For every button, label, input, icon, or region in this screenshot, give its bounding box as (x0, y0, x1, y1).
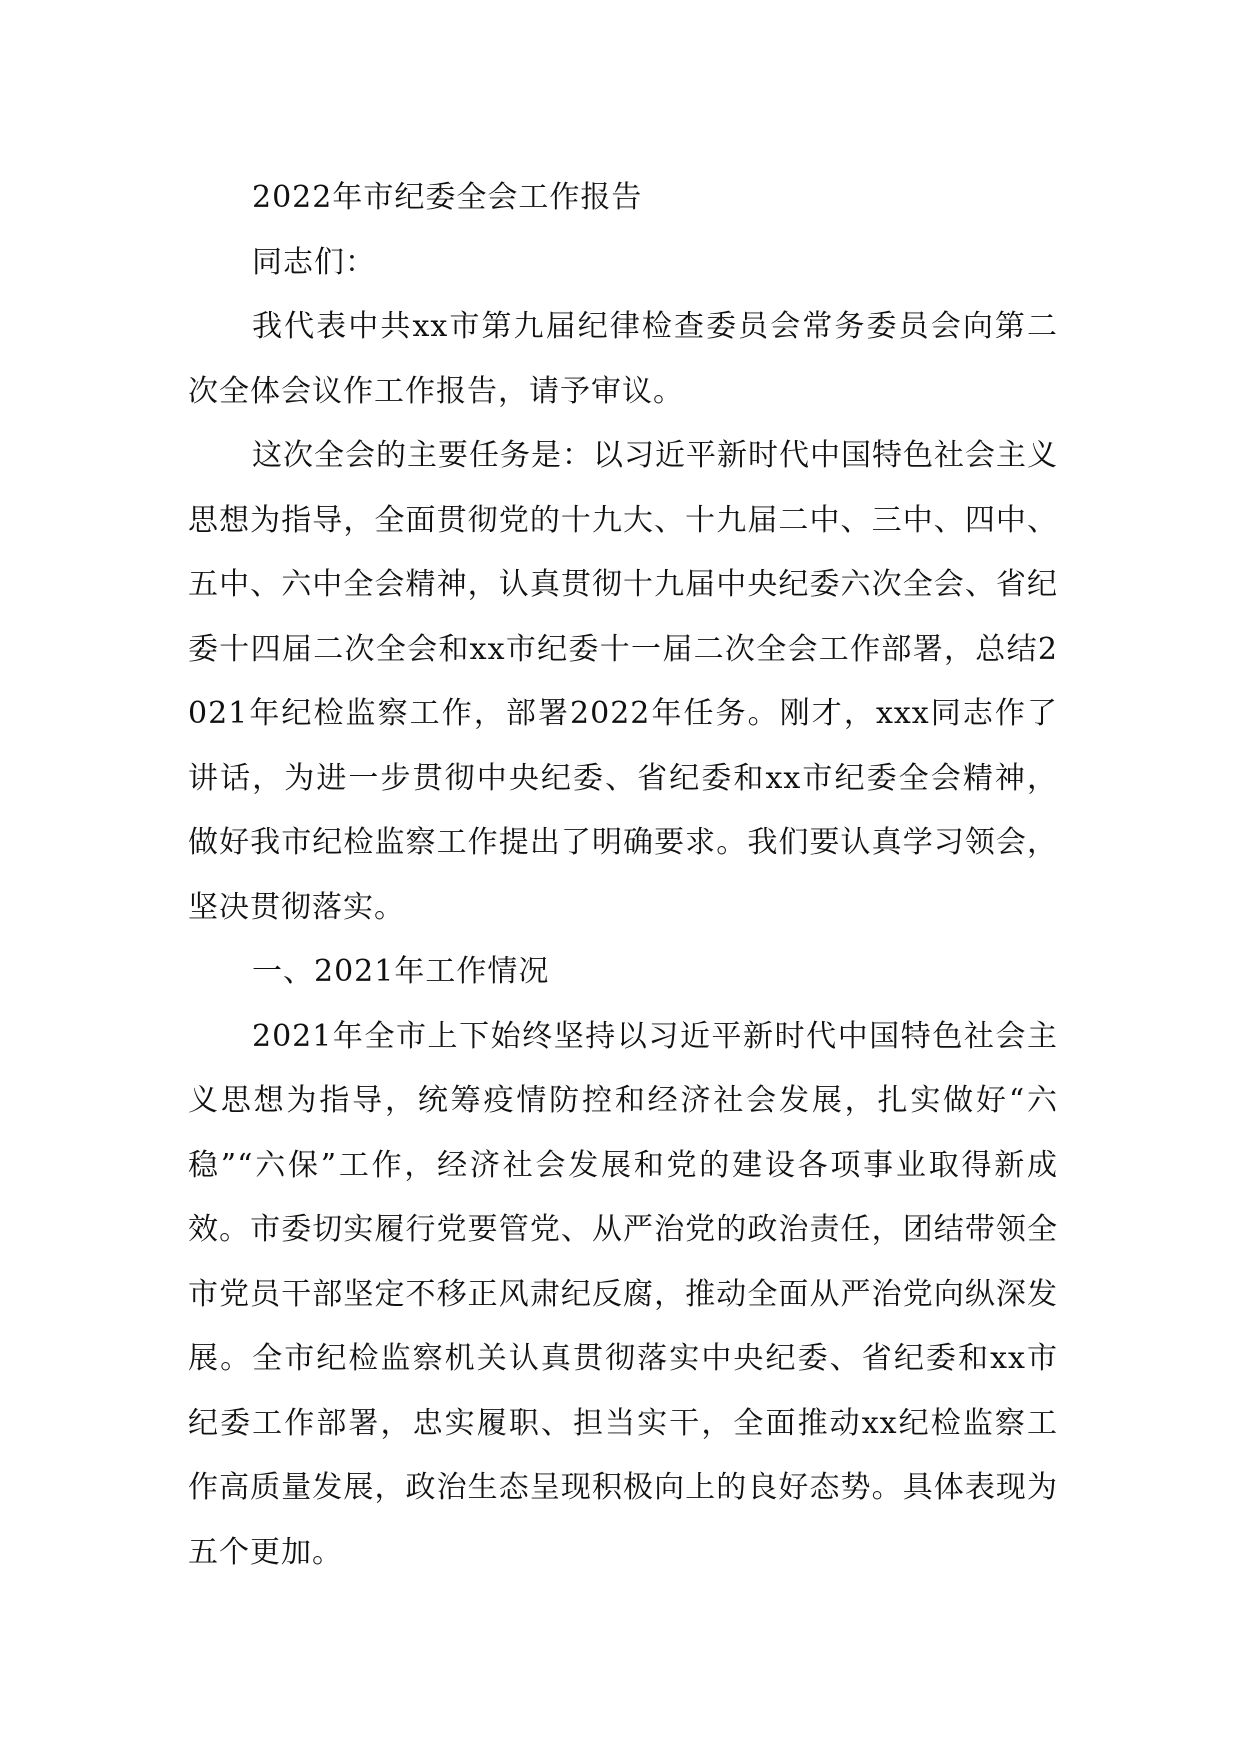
document-body (188, 166, 1058, 1585)
paragraph-main-tasks: 这次全会的主要任务是：以习近平新时代中国特色社会主义思想为指导，全面贯彻党的十九大、十九届二中、三中、四中、五中、六中全会精神，认真贯彻十九届中央纪委六次全会、省纪委十四届二次全会和xx市纪委十一届二次全会工作部署，总结2021年纪检监察工作，部署2022年任务。刚才，xxx同志作了讲话，为进一步贯彻中央纪委、省纪委和xx市纪委全会精神，做好我市纪检监察工作提出了明确要求。我们要认真学习领会，坚决贯彻落实。 (188, 438, 1058, 925)
paragraph-work-summary: 2021年全市上下始终坚持以习近平新时代中国特色社会主义思想为指导，统筹疫情防控和经济社会发展，扎实做好“六稳”“六保”工作，经济社会发展和党的建设各项事业取得新成效。市委切实履行党要管党、从严治党的政治责任，团结带领全市党员干部坚定不移正风肃纪反腐，推动全面从严治党向纵深发展。全市纪检监察机关认真贯彻落实中央纪委、省纪委和xx市纪委工作部署，忠实履职、担当实干，全面推动xx纪检监察工作高质量发展，政治生态呈现积极向上的良好态势。具体表现为五个更加。 (188, 1018, 1058, 1570)
salutation: 同志们： (252, 244, 376, 280)
section-heading: 一、2021年工作情况 (252, 954, 550, 989)
paragraph-intro: 我代表中共xx市第九届纪律检查委员会常务委员会向第二次全体会议作工作报告，请予审议。 (188, 309, 1058, 409)
document-title: 2022年市纪委全会工作报告 (252, 180, 643, 215)
